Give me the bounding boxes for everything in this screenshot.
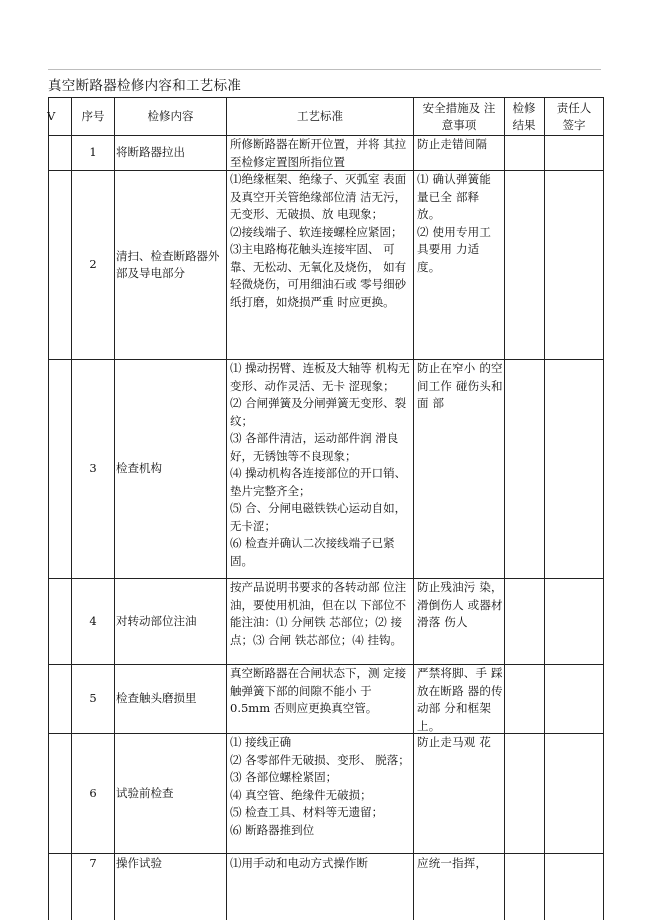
document-title: 真空断路器检修内容和工艺标准	[48, 78, 242, 94]
safety-paragraph: 应统一指挥，	[417, 856, 488, 870]
row-seq: 2	[89, 257, 97, 272]
row-standard	[227, 734, 413, 853]
standard-paragraph: ⑶主电路梅花触头连接牢固、 可靠、无松动、无氧化及烧伤， 如有轻微烧伤，可用细油石或 零号细砂纸打磨，如烧损严重 时应更换。	[230, 242, 407, 309]
row-safety	[414, 579, 505, 664]
standard-paragraph: ⑸ 检查工具、材料等无遗留；	[230, 805, 384, 819]
standard-paragraph: ⑴ 操动拐臂、连板及大轴等 机构无变形、动作灵活、无卡 涩现象；	[230, 361, 410, 393]
row-safety	[414, 665, 505, 733]
row-safety	[414, 171, 503, 359]
standard-paragraph: ⑹ 断路器推到位	[230, 822, 315, 837]
header-mark: V	[47, 109, 56, 123]
row-content: 试验前检查	[116, 785, 174, 800]
table-rule	[48, 853, 603, 854]
safety-paragraph: ⑴ 确认弹簧能量已全 部释放。	[417, 172, 492, 221]
standard-paragraph: ⑴ 接线正确	[230, 735, 292, 749]
standard-paragraph: ⑴用手动和电动方式操作断	[230, 856, 368, 870]
safety-paragraph: 防止走马观 花	[417, 735, 492, 749]
table-rule	[48, 97, 49, 920]
table-rule	[544, 97, 545, 920]
standard-paragraph: 所修断路器在断开位置，并将 其拉至检修定置图所指位置	[230, 137, 407, 169]
table-rule	[603, 97, 604, 920]
standard-paragraph: ⑶ 各部件清洁，运动部件润 滑良好，无锈蚀等不良现象；	[230, 431, 399, 463]
standard-paragraph: ⑵接线端子、软连接螺栓应紧固；	[230, 224, 403, 239]
header-standard: 工艺标准	[297, 109, 343, 123]
safety-paragraph: 严禁将脚、手 踩放在断路 器的传动部 分和框架上。	[417, 666, 503, 733]
row-seq: 7	[89, 856, 97, 870]
row-content: 清扫、检查断路器外部及导电部分	[116, 248, 220, 280]
header-seq: 序号	[81, 109, 105, 123]
standard-paragraph: 按产品说明书要求的各转动部 位注油，要使用机油，但在以 下部位不能注油：⑴ 分闸铁 芯部位；⑵ 接点；⑶ 合闸 铁芯部位；⑷ 挂钩。	[230, 580, 407, 647]
row-standard	[227, 171, 413, 359]
row-content: 检查触头磨损里	[116, 691, 197, 706]
row-safety	[414, 360, 505, 578]
safety-paragraph: ⑵ 使用专用工具要用 力适度。	[417, 224, 492, 274]
row-content: 对转动部位注油	[116, 613, 197, 628]
row-seq: 5	[89, 691, 97, 706]
row-standard	[227, 360, 413, 578]
standard-paragraph: ⑷ 真空管、绝缘件无破损；	[230, 787, 372, 802]
row-content: 操作试验	[116, 856, 162, 870]
header-sign: 责任人 签字	[556, 100, 592, 132]
standard-paragraph: ⑵ 各零部件无破损、变形、 脱落；	[230, 752, 410, 767]
header-result: 检修 结果	[512, 100, 536, 132]
standard-paragraph: ⑷ 操动机构各连接部位的开口销、垫片完整齐全；	[230, 466, 407, 498]
header-content: 检修内容	[147, 109, 194, 123]
standard-paragraph: ⑵ 合闸弹簧及分闸弹簧无变形、裂纹；	[230, 396, 407, 428]
standard-paragraph: 真空断路器在合闸状态下，测 定接触弹簧下部的间隙不能小 于0.5mm 否则应更换真空管。	[230, 666, 407, 715]
row-content: 将断路器拉出	[116, 145, 185, 160]
header-safety: 安全措施及 注意事项	[422, 100, 496, 132]
safety-paragraph: 防止残油污 染，滑倒伤人 或器材滑落 伤人	[417, 580, 503, 629]
row-seq: 3	[89, 461, 97, 476]
row-standard	[227, 579, 413, 664]
standard-paragraph: ⑸ 合、分闸电磁铁铁心运动自如，无卡涩；	[230, 501, 407, 533]
row-safety	[414, 855, 505, 875]
standard-paragraph: ⑶ 各部位螺栓紧固；	[230, 770, 338, 784]
safety-paragraph: 防止在窄小 的空间工作 碰伤头和面 部	[417, 361, 503, 410]
row-seq: 6	[89, 785, 97, 800]
row-safety	[414, 136, 504, 170]
safety-paragraph: 防止走错间隔	[417, 137, 488, 151]
row-content: 检查机构	[116, 461, 162, 476]
standard-paragraph: ⑹ 检查并确认二次接线端子已紧固。	[230, 536, 395, 568]
row-standard	[227, 136, 413, 170]
row-seq: 4	[89, 613, 97, 628]
row-standard	[227, 855, 413, 875]
row-standard	[227, 665, 413, 733]
row-safety	[414, 734, 505, 853]
row-seq: 1	[89, 145, 97, 160]
table-rule	[114, 97, 115, 920]
standard-paragraph: ⑴绝缘框架、绝缘子、灭弧室 表面及真空开关管绝缘部位清 洁无污，无变形、无破损、放 电现象；	[230, 172, 407, 221]
